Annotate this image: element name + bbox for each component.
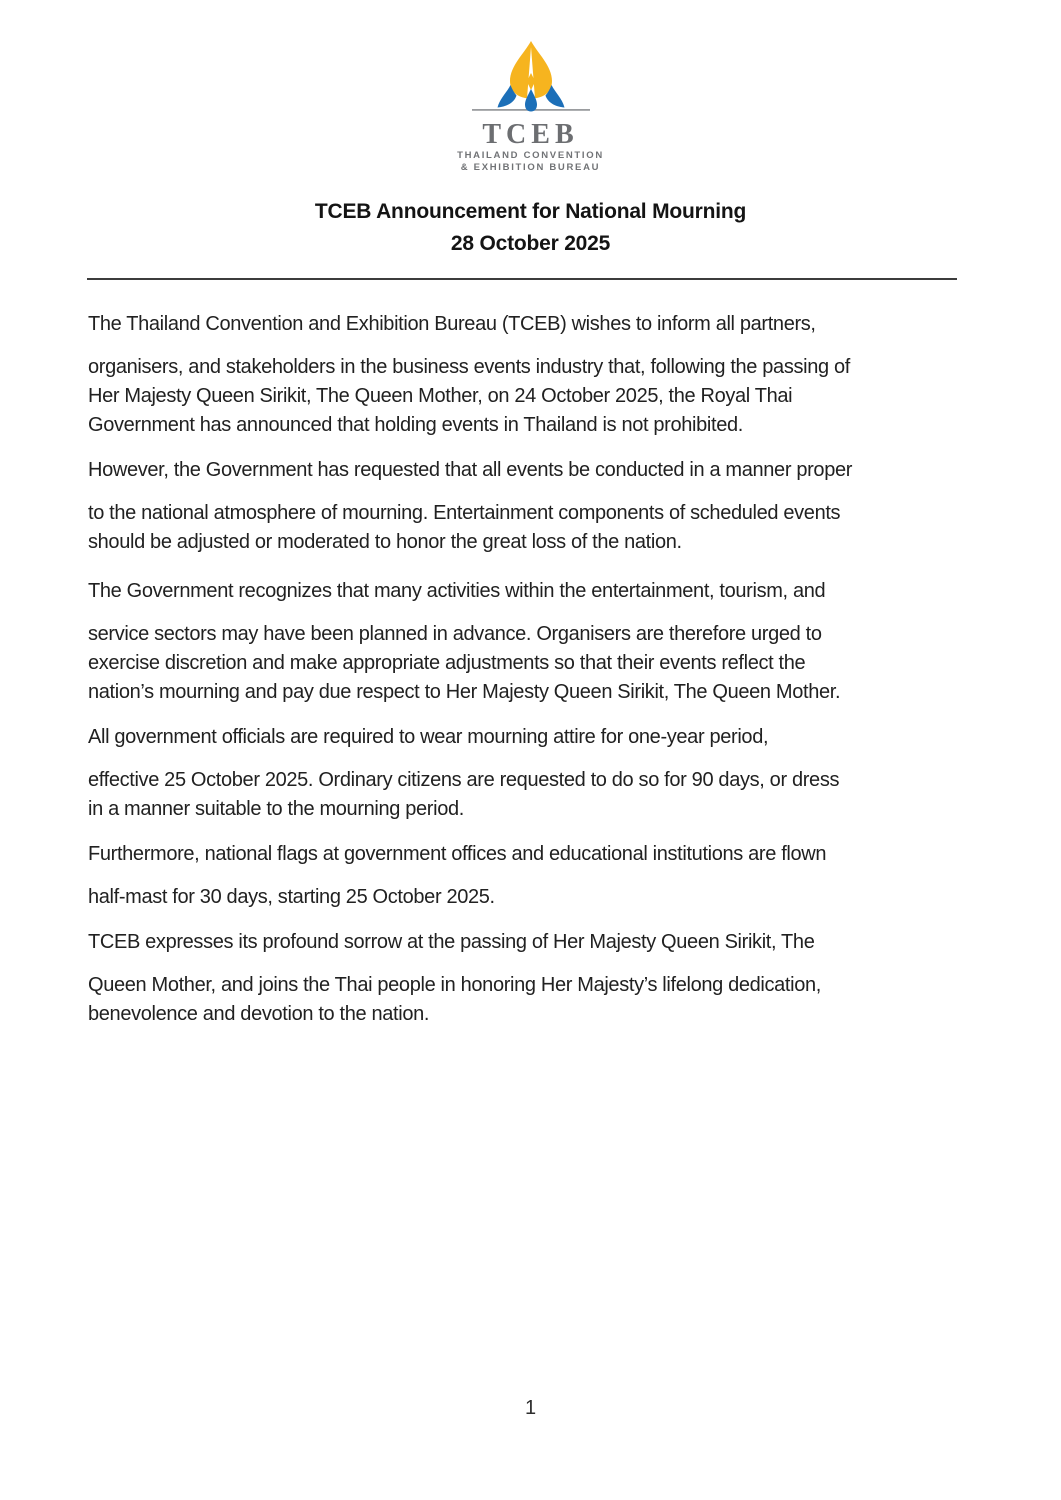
paragraph-line: to the national atmosphere of mourning. Entertainment components of scheduled events <box>88 502 841 524</box>
body-paragraph-3 <box>88 577 1061 707</box>
body-paragraph-6 <box>88 928 1061 1029</box>
paragraph-line: service sectors may have been planned in advance. Organisers are therefore urged to <box>88 623 822 645</box>
body-paragraph-1 <box>88 310 1061 440</box>
paragraph-line: in a manner suitable to the mourning period. <box>88 798 464 820</box>
tceb-flame-icon <box>472 40 590 116</box>
paragraph-line: organisers, and stakeholders in the business events industry that, following the passing of <box>88 356 850 378</box>
paragraph-line: The Thailand Convention and Exhibition Bureau (TCEB) wishes to inform all partners, <box>88 313 816 335</box>
logo-subtitle-line1: THAILAND CONVENTION <box>457 150 604 161</box>
paragraph-line: Furthermore, national flags at government offices and educational institutions are flown <box>88 843 827 865</box>
paragraph-line: All government officials are required to wear mourning attire for one-year period, <box>88 726 769 748</box>
document-title-line2: 28 October 2025 <box>450 232 611 255</box>
document-body <box>88 310 1061 1029</box>
paragraph-line: exercise discretion and make appropriate adjustments so that their events reflect the <box>88 652 806 674</box>
paragraph-line: Her Majesty Queen Sirikit, The Queen Mother, on 24 October 2025, the Royal Thai <box>88 385 793 407</box>
paragraph-line: TCEB expresses its profound sorrow at the passing of Her Majesty Queen Sirikit, The <box>88 931 815 953</box>
paragraph-line: Government has announced that holding events in Thailand is not prohibited. <box>88 414 743 436</box>
paragraph-line: nation’s mourning and pay due respect to Her Majesty Queen Sirikit, The Queen Mother. <box>88 681 841 703</box>
paragraph-line: The Government recognizes that many activities within the entertainment, tourism, and <box>88 580 826 602</box>
paragraph-line: Queen Mother, and joins the Thai people in honoring Her Majesty’s lifelong dedication, <box>88 974 821 996</box>
header-divider <box>87 278 957 280</box>
paragraph-line: should be adjusted or moderated to honor the great loss of the nation. <box>88 531 682 553</box>
body-paragraph-2 <box>88 456 1061 557</box>
paragraph-line: half-mast for 30 days, starting 25 October 2025. <box>88 886 495 908</box>
paragraph-line: However, the Government has requested that all events be conducted in a manner proper <box>88 459 853 481</box>
logo-subtitle-line2: & EXHIBITION BUREAU <box>460 162 601 173</box>
paragraph-line: effective 25 October 2025. Ordinary citizens are requested to do so for 90 days, or dress <box>88 769 840 791</box>
tceb-logo <box>0 40 1061 174</box>
logo-wordmark: TCEB <box>482 119 579 150</box>
document-title <box>0 196 1061 260</box>
document-title-line1: TCEB Announcement for National Mourning <box>314 200 747 223</box>
body-paragraph-5 <box>88 840 1061 912</box>
body-paragraph-4 <box>88 723 1061 824</box>
page-number: 1 <box>524 1397 537 1419</box>
paragraph-line: benevolence and devotion to the nation. <box>88 1003 430 1025</box>
